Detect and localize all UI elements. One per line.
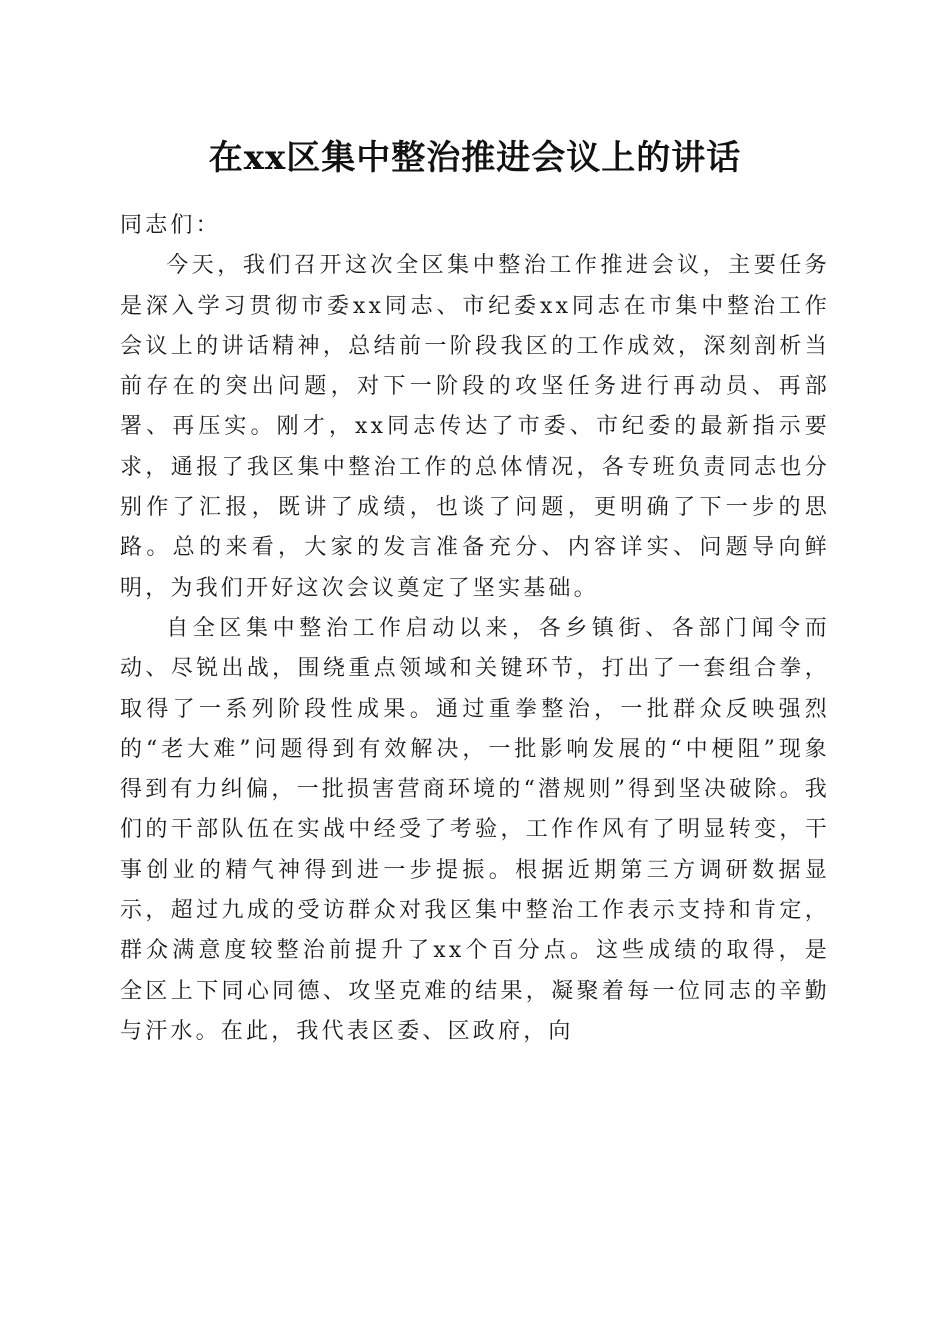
paragraph-2: 自全区集中整治工作启动以来，各乡镇街、各部门闻令而动、尽锐出战，围绕重点领域和关键环节，打出了一套组合拳，取得了一系列阶段性成果。通过重拳整治，一批群众反映强烈的“老大难”问题得到有效解决，一批影响发展的“中梗阻”现象得到有力纠偏，一批损害营商环境的“潜规则”得到坚决破除。我们的干部队伍在实战中经受了考验，工作作风有了明显转变，干事创业的精气神得到进一步提振。根据近期第三方调研数据显示，超过九成的受访群众对我区集中整治工作表示支持和肯定，群众满意度较整治前提升了xx个百分点。这些成绩的取得，是全区上下同心同德、攻坚克难的结果，凝聚着每一位同志的辛勤与汗水。在此，我代表区委、区政府，向	[120, 615, 830, 1044]
paragraph-1: 今天，我们召开这次全区集中整治工作推进会议，主要任务是深入学习贯彻市委xx同志、市纪委xx同志在市集中整治工作会议上的讲话精神，总结前一阶段我区的工作成效，深刻剖析当前存在的突出问题，对下一阶段的攻坚任务进行再动员、再部署、再压实。刚才，xx同志传达了市委、市纪委的最新指示要求，通报了我区集中整治工作的总体情况，各专班负责同志也分别作了汇报，既讲了成绩，也谈了问题，更明确了下一步的思路。总的来看，大家的发言准备充分、内容详实、问题导向鲜明，为我们开好这次会议奠定了坚实基础。	[120, 253, 830, 601]
document-title: 在xx区集中整治推进会议上的讲话	[208, 138, 742, 178]
salutation: 同志们：	[120, 213, 221, 238]
document-body	[120, 206, 830, 1052]
